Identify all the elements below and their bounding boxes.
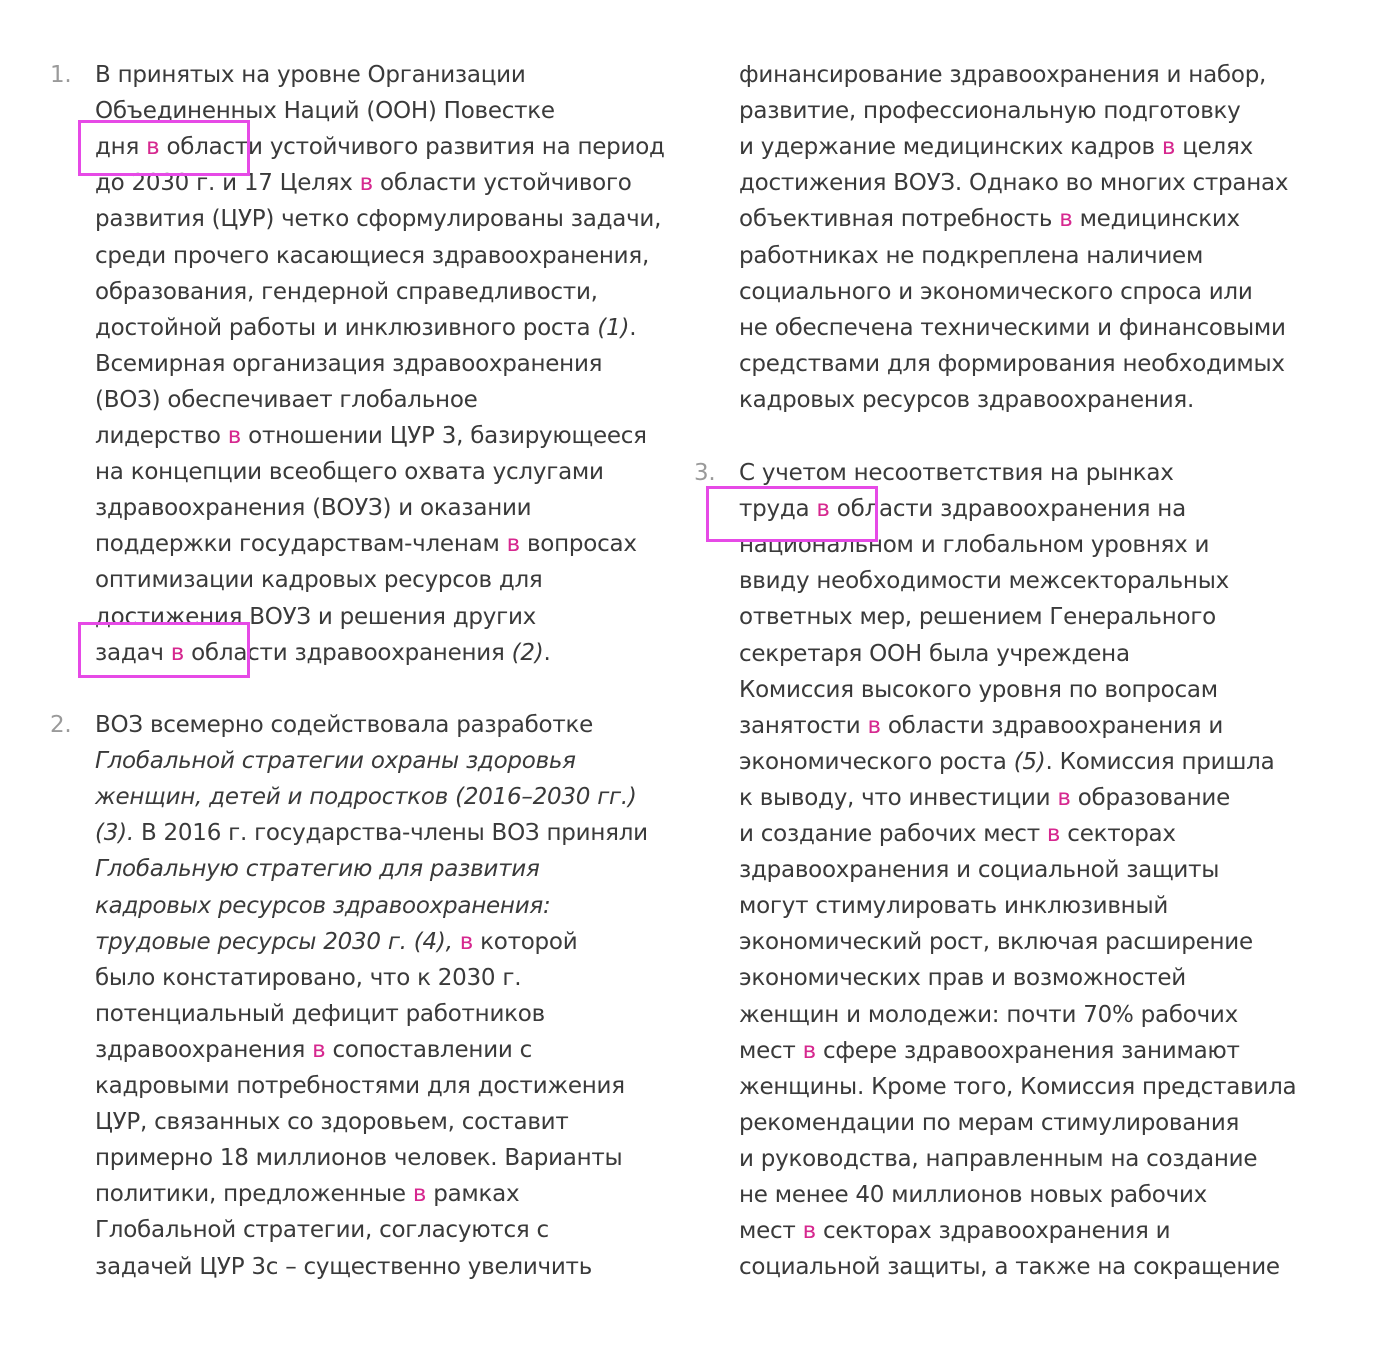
text-line [739, 274, 1253, 310]
text-segment: не менее 40 миллионов новых рабочих [739, 1182, 1208, 1208]
italic-text: трудовые ресурсы 2030 г. (4), [95, 928, 453, 955]
text-segment: области устойчивого [372, 170, 632, 197]
text-segment: . [629, 314, 637, 341]
text-segment: образования, гендерной справедливости, [95, 278, 598, 305]
italic-text: (5) [1013, 748, 1046, 775]
text-line [95, 57, 526, 93]
text-line [739, 1069, 1296, 1105]
text-segment: задачей ЦУР 3с – существенно увеличить [95, 1253, 593, 1280]
italic-text: женщин, детей и подростков (2016–2030 гг.) [95, 784, 637, 811]
text-line [739, 382, 1194, 418]
text-segment: В 2016 г. государства-члены ВОЗ приняли [133, 820, 648, 847]
text-segment: секретаря ООН была учреждена [739, 640, 1130, 667]
text-segment: Глобальной стратегии, согласуются с [95, 1217, 549, 1244]
text-line [95, 1249, 592, 1285]
text-line [739, 310, 1286, 346]
text-segment: Всемирная организация здравоохранения [95, 350, 603, 377]
italic-text: (3). [95, 820, 134, 847]
text-line [739, 672, 1218, 708]
text-segment: объективная потребность [739, 206, 1060, 233]
italic-text: (2) [511, 639, 544, 666]
text-segment: и удержание медицинских кадров [739, 134, 1162, 161]
text-line [739, 997, 1238, 1033]
text-segment: ввиду необходимости межсекторальных [739, 568, 1229, 595]
text-segment: здравоохранения (ВОУЗ) и оказании [95, 495, 532, 522]
text-segment: лидерство [95, 423, 228, 449]
text-line [739, 238, 1203, 274]
text-segment: ВОЗ всемерно содействовала разработке [95, 712, 594, 738]
text-segment: средствами для формирования необходимых [739, 350, 1285, 377]
text-segment [453, 929, 460, 955]
highlighted-word: в [1161, 134, 1176, 161]
highlight-box [78, 622, 250, 678]
text-segment: ответных мер, решением Генерального [739, 604, 1216, 631]
text-segment: оптимизации кадровых ресурсов для [95, 567, 543, 594]
text-line [739, 1177, 1207, 1213]
text-segment: труда [739, 496, 817, 523]
text-line [739, 1141, 1257, 1177]
text-line [95, 888, 550, 924]
text-segment: задач [95, 639, 171, 666]
text-segment: кадровыми потребностями для достижения [95, 1073, 625, 1099]
list-item-number: 2. [50, 712, 72, 738]
text-line [739, 1213, 1170, 1249]
text-segment: национальном и глобальном уровнях и [739, 532, 1210, 559]
text-line [95, 346, 602, 382]
text-segment: . Комиссия пришла [1045, 748, 1275, 775]
text-line [95, 851, 540, 887]
text-line [95, 382, 478, 418]
text-line [739, 636, 1130, 672]
text-segment: социальной защиты, а также на сокращение [739, 1254, 1280, 1281]
text-line [739, 744, 1274, 780]
text-line [739, 960, 1186, 996]
highlighted-word: в [802, 1218, 816, 1245]
text-segment: области здравоохранения [184, 639, 512, 666]
text-segment: к выводу, что инвестиции [739, 784, 1058, 811]
text-line [95, 743, 576, 779]
text-segment: которой [473, 928, 578, 955]
text-segment: области здравоохранения на [829, 496, 1186, 523]
text-line [739, 563, 1229, 599]
text-segment: примерно 18 миллионов человек. Варианты [95, 1145, 623, 1172]
text-segment: среди прочего касающиеся здравоохранения, [95, 242, 650, 269]
text-line [739, 816, 1176, 852]
text-segment: дня [95, 134, 147, 161]
text-line [95, 779, 637, 815]
text-line [95, 996, 545, 1032]
text-line [95, 454, 604, 490]
text-line [739, 57, 1266, 93]
highlighted-word: в [146, 134, 160, 161]
text-segment: и руководства, направленным на создание [739, 1145, 1258, 1172]
text-segment: развитие, профессиональную подготовку [739, 98, 1241, 125]
text-line [739, 165, 1288, 201]
italic-text: (1) [597, 314, 630, 341]
text-line [95, 490, 531, 526]
text-line [95, 201, 661, 237]
text-line [739, 852, 1219, 888]
text-segment: экономического роста [739, 748, 1014, 775]
text-segment: занятости [739, 712, 868, 739]
text-segment: рамках [426, 1181, 520, 1208]
text-line [739, 129, 1253, 165]
text-line [95, 238, 649, 274]
text-line [95, 526, 637, 562]
highlighted-word: в [802, 1037, 816, 1064]
text-line [739, 599, 1216, 635]
text-segment: здравоохранения [95, 1036, 313, 1063]
text-segment: на концепции всеобщего охвата услугами [95, 459, 604, 486]
text-segment: социального и экономического спроса или [739, 278, 1253, 305]
text-segment: сопоставлении с [325, 1036, 533, 1063]
text-segment: образование [1070, 784, 1231, 811]
text-line [739, 201, 1240, 237]
text-segment: . [543, 639, 551, 666]
highlighted-word: в [227, 423, 242, 449]
highlighted-word: в [506, 531, 520, 558]
list-item-number: 3. [694, 460, 716, 486]
text-segment: целях [1175, 134, 1253, 161]
text-segment: вопросах [519, 531, 637, 558]
text-segment: секторах здравоохранения и [815, 1218, 1171, 1245]
highlighted-word: в [312, 1036, 326, 1063]
text-segment: области здравоохранения и [880, 712, 1224, 739]
text-segment: С учетом несоответствия на рынках [739, 460, 1174, 486]
highlighted-word: в [1046, 821, 1061, 847]
text-segment: экономический рост, включая расширение [739, 929, 1253, 956]
text-line [739, 888, 1168, 924]
text-segment: В принятых на уровне Организации [95, 62, 526, 88]
highlighted-word: в [867, 712, 881, 739]
text-line [95, 1176, 519, 1212]
highlighted-word: в [459, 928, 474, 955]
text-segment: работниках не подкреплена наличием [739, 242, 1204, 269]
highlighted-word: в [1059, 206, 1073, 233]
text-line [739, 1033, 1240, 1069]
text-segment: здравоохранения и социальной защиты [739, 857, 1220, 884]
text-segment: области устойчивого развития на период [159, 134, 665, 161]
highlighted-word: в [412, 1181, 427, 1208]
text-line [95, 1104, 569, 1140]
text-segment: поддержки государствам-членам [95, 531, 507, 558]
text-line [95, 1032, 532, 1068]
text-line [739, 346, 1285, 382]
text-line [95, 924, 577, 960]
text-segment: мест [739, 1037, 803, 1064]
text-segment: достойной работы и инклюзивного роста [95, 314, 598, 341]
text-line [95, 274, 598, 310]
text-segment: Объединенных Наций (ООН) Повестке [95, 98, 555, 125]
text-line [739, 780, 1230, 816]
highlight-box [78, 120, 250, 176]
text-segment: потенциальный дефицит работников [95, 1000, 545, 1027]
highlighted-word: в [170, 639, 185, 666]
highlighted-word: в [816, 496, 830, 523]
text-line [95, 1212, 549, 1248]
text-segment: (ВОЗ) обеспечивает глобальное [95, 386, 478, 413]
text-line [95, 1140, 622, 1176]
text-segment: рекомендации по мерам стимулирования [739, 1109, 1240, 1136]
text-segment: экономических прав и возможностей [739, 965, 1186, 992]
highlight-box [706, 486, 878, 542]
text-segment: достижения ВОУЗ. Однако во многих странах [739, 170, 1289, 197]
text-line [739, 1105, 1239, 1141]
text-segment: женщин и молодежи: почти 70% рабочих [739, 1001, 1238, 1028]
text-segment: кадровых ресурсов здравоохранения. [739, 386, 1195, 413]
italic-text: Глобальной стратегии охраны здоровья [95, 748, 576, 775]
text-segment: не обеспечена техническими и финансовыми [739, 314, 1286, 341]
text-segment: развития (ЦУР) четко сформулированы задачи, [95, 206, 662, 233]
text-line [95, 418, 647, 454]
text-line [95, 815, 648, 851]
text-segment: секторах [1060, 821, 1176, 847]
text-segment: политики, предложенные [95, 1181, 413, 1208]
text-line [95, 960, 521, 996]
text-segment: финансирование здравоохранения и набор, [739, 62, 1267, 88]
highlighted-word: в [359, 170, 373, 197]
text-segment: мест [739, 1218, 803, 1245]
text-segment: могут стимулировать инклюзивный [739, 893, 1169, 920]
text-segment: женщины. Кроме того, Комиссия представила [739, 1073, 1297, 1100]
list-item-number: 1. [50, 62, 72, 88]
text-line [739, 924, 1253, 960]
text-segment: медицинских [1072, 206, 1240, 233]
text-line [95, 310, 636, 346]
italic-text: кадровых ресурсов здравоохранения: [95, 892, 551, 919]
highlighted-word: в [1057, 784, 1071, 811]
text-line [739, 93, 1241, 129]
text-segment: ЦУР, связанных со здоровьем, составит [95, 1109, 569, 1136]
text-line [95, 1068, 625, 1104]
text-segment: отношении ЦУР 3, базирующееся [241, 423, 647, 449]
text-line [739, 708, 1223, 744]
italic-text: Глобальную стратегию для развития [95, 856, 540, 883]
text-segment: достижения ВОУЗ и решения других [95, 603, 537, 630]
text-line [739, 1249, 1280, 1285]
text-line [95, 707, 593, 743]
text-segment: до 2030 г. и 17 Целях [95, 170, 360, 197]
text-line [95, 562, 543, 598]
text-segment: сфере здравоохранения занимают [815, 1037, 1240, 1064]
text-segment: было констатировано, что к 2030 г. [95, 964, 522, 991]
text-segment: Комиссия высокого уровня по вопросам [739, 676, 1218, 703]
text-segment: и создание рабочих мест [739, 821, 1047, 847]
